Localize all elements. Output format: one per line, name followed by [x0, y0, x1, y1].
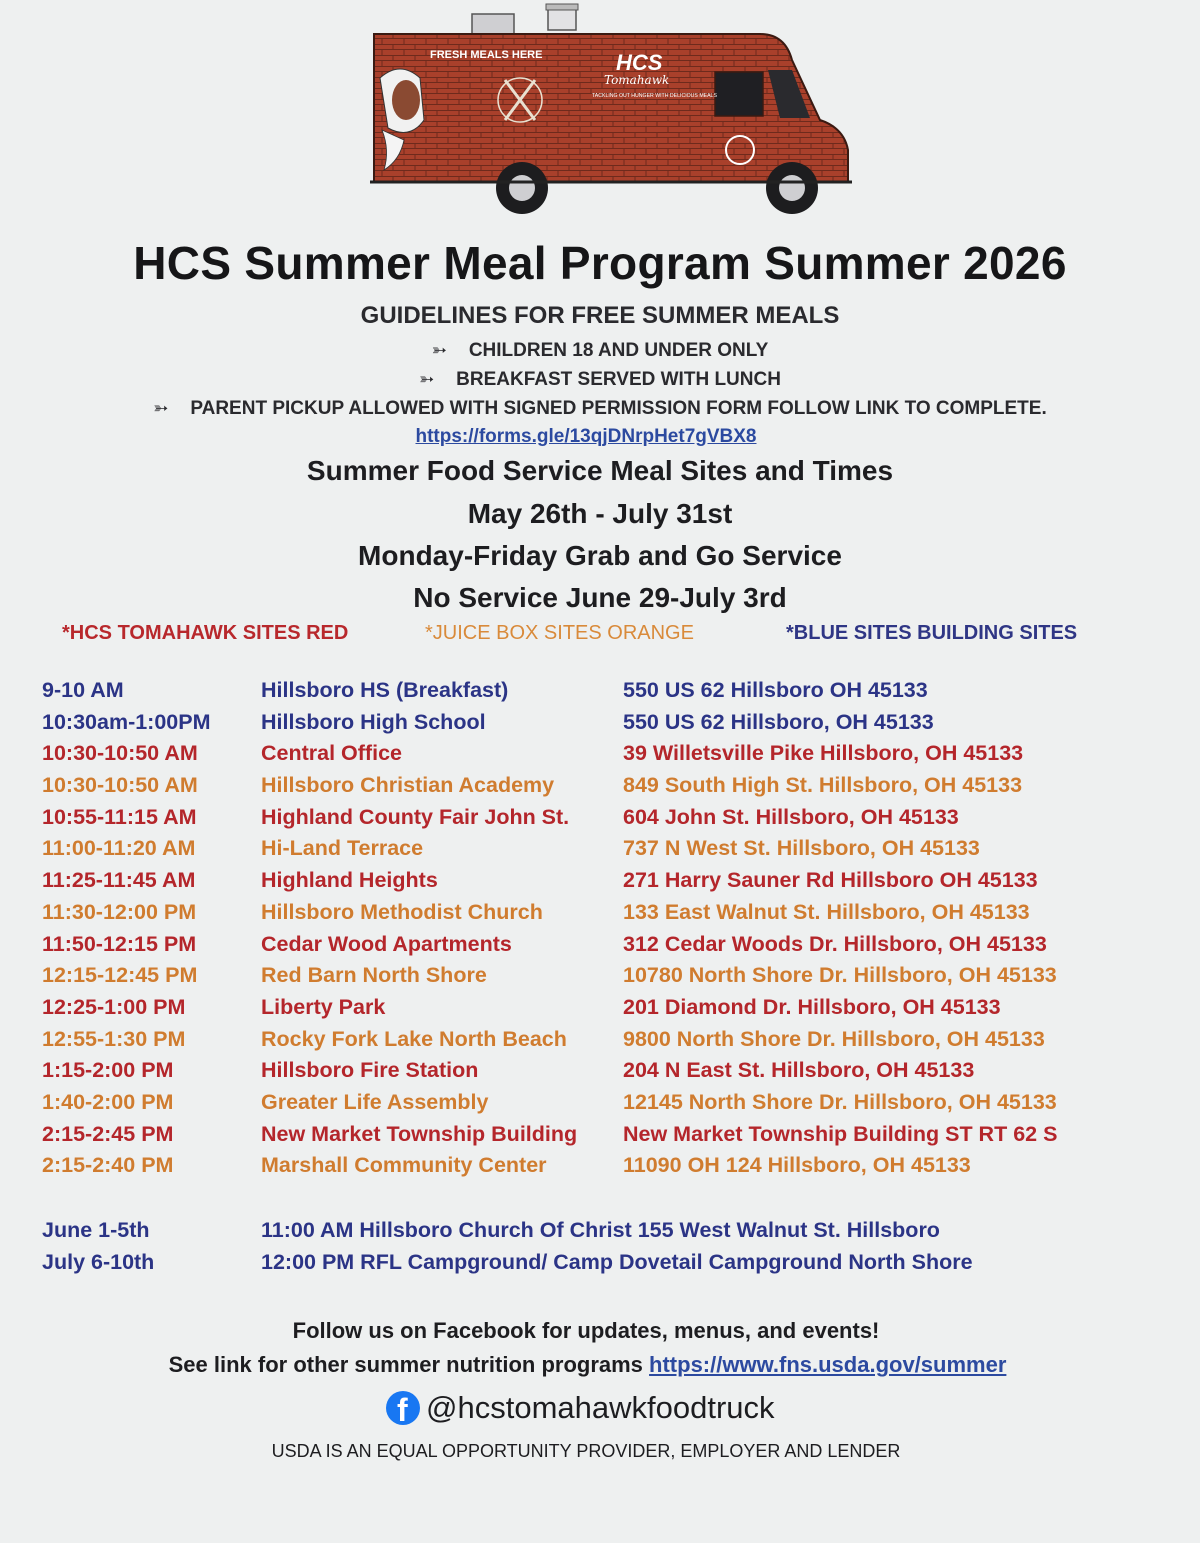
site-address: 550 US 62 Hillsboro, OH 45133 — [623, 709, 934, 734]
site-address: 737 N West St. Hillsboro, OH 45133 — [623, 836, 980, 861]
meal-time: 2:15-2:40 PM — [42, 1153, 174, 1178]
site-name: Hi-Land Terrace — [261, 836, 424, 861]
site-address: 11090 OH 124 Hillsboro, OH 45133 — [623, 1153, 971, 1178]
table-row — [42, 773, 1182, 805]
site-address: 10780 North Shore Dr. Hillsboro, OH 45133 — [623, 963, 1057, 988]
meal-time: 12:55-1:30 PM — [42, 1026, 186, 1051]
site-address: 201 Diamond Dr. Hillsboro, OH 45133 — [623, 994, 1001, 1019]
meal-time: 11:00-11:20 AM — [42, 836, 196, 861]
truck-logo-script: Tomahawk — [604, 73, 670, 87]
table-row — [42, 836, 1182, 868]
guidelines-heading: GUIDELINES FOR FREE SUMMER MEALS — [360, 302, 840, 329]
list-item — [42, 1218, 1182, 1250]
table-row — [42, 900, 1182, 932]
table-row — [42, 741, 1182, 773]
guideline-text: BREAKFAST SERVED WITH LUNCH — [456, 369, 781, 390]
table-row — [42, 995, 1182, 1027]
meal-time: 9-10 AM — [42, 678, 124, 702]
site-address: 133 East Walnut St. Hillsboro, OH 45133 — [623, 899, 1030, 924]
site-name: Central Office — [261, 741, 402, 766]
meal-time: 11:30-12:00 PM — [42, 899, 197, 924]
special-details: 12:00 PM RFL Campground/ Camp Dovetail Campground North Shore — [261, 1250, 973, 1274]
special-sites-list — [42, 1218, 1182, 1282]
meal-time: 1:40-2:00 PM — [42, 1089, 174, 1114]
truck-logo-text: HCS — [616, 50, 663, 75]
equal-opportunity-statement: USDA IS AN EQUAL OPPORTUNITY PROVIDER, EMPLOYER AND LENDER — [271, 1441, 901, 1461]
special-details: 11:00 AM Hillsboro Church Of Christ 155 West Walnut St. Hillsboro — [261, 1218, 940, 1242]
site-name: Hillsboro High School — [261, 709, 486, 734]
site-address: 204 N East St. Hillsboro, OH 45133 — [623, 1058, 975, 1083]
site-address: 39 Willetsville Pike Hillsboro, OH 45133 — [623, 741, 1024, 766]
guideline-text: CHILDREN 18 AND UNDER ONLY — [468, 340, 769, 361]
meal-time: 10:30am-1:00PM — [42, 709, 211, 734]
site-name: Hillsboro Fire Station — [261, 1058, 479, 1083]
legend-orange-sites: *JUICE BOX SITES ORANGE — [425, 622, 694, 644]
guideline-item — [0, 398, 1200, 420]
guideline-text: PARENT PICKUP ALLOWED WITH SIGNED PERMISSION FORM FOLLOW LINK TO COMPLETE. — [190, 398, 1047, 419]
guideline-item — [0, 369, 1200, 391]
meal-time: 2:15-2:45 PM — [42, 1121, 174, 1146]
site-address: 604 John St. Hillsboro, OH 45133 — [623, 804, 959, 829]
meal-time: 10:30-10:50 AM — [42, 741, 198, 766]
table-row — [42, 1090, 1182, 1122]
permission-form-link[interactable]: https://forms.gle/13qjDNrpHet7gVBX8 — [415, 426, 757, 447]
site-name: New Market Township Building — [261, 1121, 578, 1146]
meal-schedule-table — [42, 678, 1182, 1185]
meal-time: 11:25-11:45 AM — [42, 868, 196, 893]
facebook-icon[interactable]: f — [386, 1391, 420, 1425]
front-wheel-icon — [766, 162, 818, 214]
service-dates: May 26th - July 31st — [467, 498, 733, 529]
other-programs-line — [0, 1352, 1175, 1378]
table-row — [42, 678, 1182, 710]
site-name: Red Barn North Shore — [261, 963, 487, 988]
truck-slogan-text: TACKLING OUT HUNGER WITH DELICIOUS MEALS — [592, 93, 717, 99]
site-name: Hillsboro HS (Breakfast) — [261, 678, 509, 702]
meal-time: 12:25-1:00 PM — [42, 994, 186, 1019]
meal-time: 10:30-10:50 AM — [42, 773, 198, 798]
site-address: 271 Harry Sauner Rd Hillsboro OH 45133 — [623, 868, 1038, 893]
site-name: Highland Heights — [261, 868, 438, 893]
site-name: Liberty Park — [261, 994, 386, 1019]
site-address: 550 US 62 Hillsboro OH 45133 — [623, 678, 928, 702]
table-row — [42, 932, 1182, 964]
site-name: Greater Life Assembly — [261, 1089, 489, 1114]
arrow-right-icon: ➳ — [419, 369, 435, 389]
site-address: 12145 North Shore Dr. Hillsboro, OH 45133 — [623, 1089, 1057, 1114]
site-name: Hillsboro Christian Academy — [261, 773, 555, 798]
list-item — [42, 1250, 1182, 1282]
table-row — [42, 1122, 1182, 1154]
special-dates: July 6-10th — [42, 1250, 155, 1274]
facebook-follow-text: Follow us on Facebook for updates, menus, and events! — [292, 1318, 880, 1343]
meal-time: 12:15-12:45 PM — [42, 963, 198, 988]
table-row — [42, 963, 1182, 995]
no-service-notice: No Service June 29-July 3rd — [413, 582, 787, 613]
rear-wheel-icon — [496, 162, 548, 214]
guideline-item — [0, 340, 1200, 362]
table-row — [42, 868, 1182, 900]
other-programs-text: See link for other summer nutrition programs — [168, 1352, 643, 1377]
arrow-right-icon: ➳ — [153, 398, 169, 418]
meal-time: 1:15-2:00 PM — [42, 1058, 174, 1083]
site-address: 9800 North Shore Dr. Hillsboro, OH 45133 — [623, 1026, 1045, 1051]
site-name: Marshall Community Center — [261, 1153, 547, 1178]
table-row — [42, 710, 1182, 742]
facebook-handle[interactable]: @hcstomahawkfoodtruck — [426, 1390, 775, 1425]
facebook-handle-row — [386, 1388, 775, 1428]
table-row — [42, 1027, 1182, 1059]
special-dates: June 1-5th — [42, 1218, 150, 1242]
truck-banner-text: FRESH MEALS HERE — [430, 49, 543, 61]
service-days: Monday-Friday Grab and Go Service — [358, 540, 842, 571]
site-address: 312 Cedar Woods Dr. Hillsboro, OH 45133 — [623, 931, 1047, 956]
usda-summer-link[interactable]: https://www.fns.usda.gov/summer — [649, 1352, 1007, 1377]
meal-sites-heading: Summer Food Service Meal Sites and Times — [306, 455, 894, 486]
site-name: Hillsboro Methodist Church — [261, 899, 543, 924]
site-address: 849 South High St. Hillsboro, OH 45133 — [623, 773, 1023, 798]
table-row — [42, 1153, 1182, 1185]
site-name: Highland County Fair John St. — [261, 804, 570, 829]
legend-blue-sites: *BLUE SITES BUILDING SITES — [786, 622, 1078, 644]
meal-time: 10:55-11:15 AM — [42, 804, 197, 829]
site-address: New Market Township Building ST RT 62 S — [623, 1121, 1058, 1146]
meal-time: 11:50-12:15 PM — [42, 931, 197, 956]
table-row — [42, 805, 1182, 837]
table-row — [42, 1058, 1182, 1090]
page-title: HCS Summer Meal Program Summer 2026 — [133, 237, 1067, 289]
site-name: Rocky Fork Lake North Beach — [261, 1026, 567, 1051]
site-name: Cedar Wood Apartments — [261, 931, 512, 956]
legend-red-sites: *HCS TOMAHAWK SITES RED — [62, 622, 349, 644]
food-truck-illustration — [360, 0, 860, 222]
arrow-right-icon: ➳ — [431, 340, 447, 360]
